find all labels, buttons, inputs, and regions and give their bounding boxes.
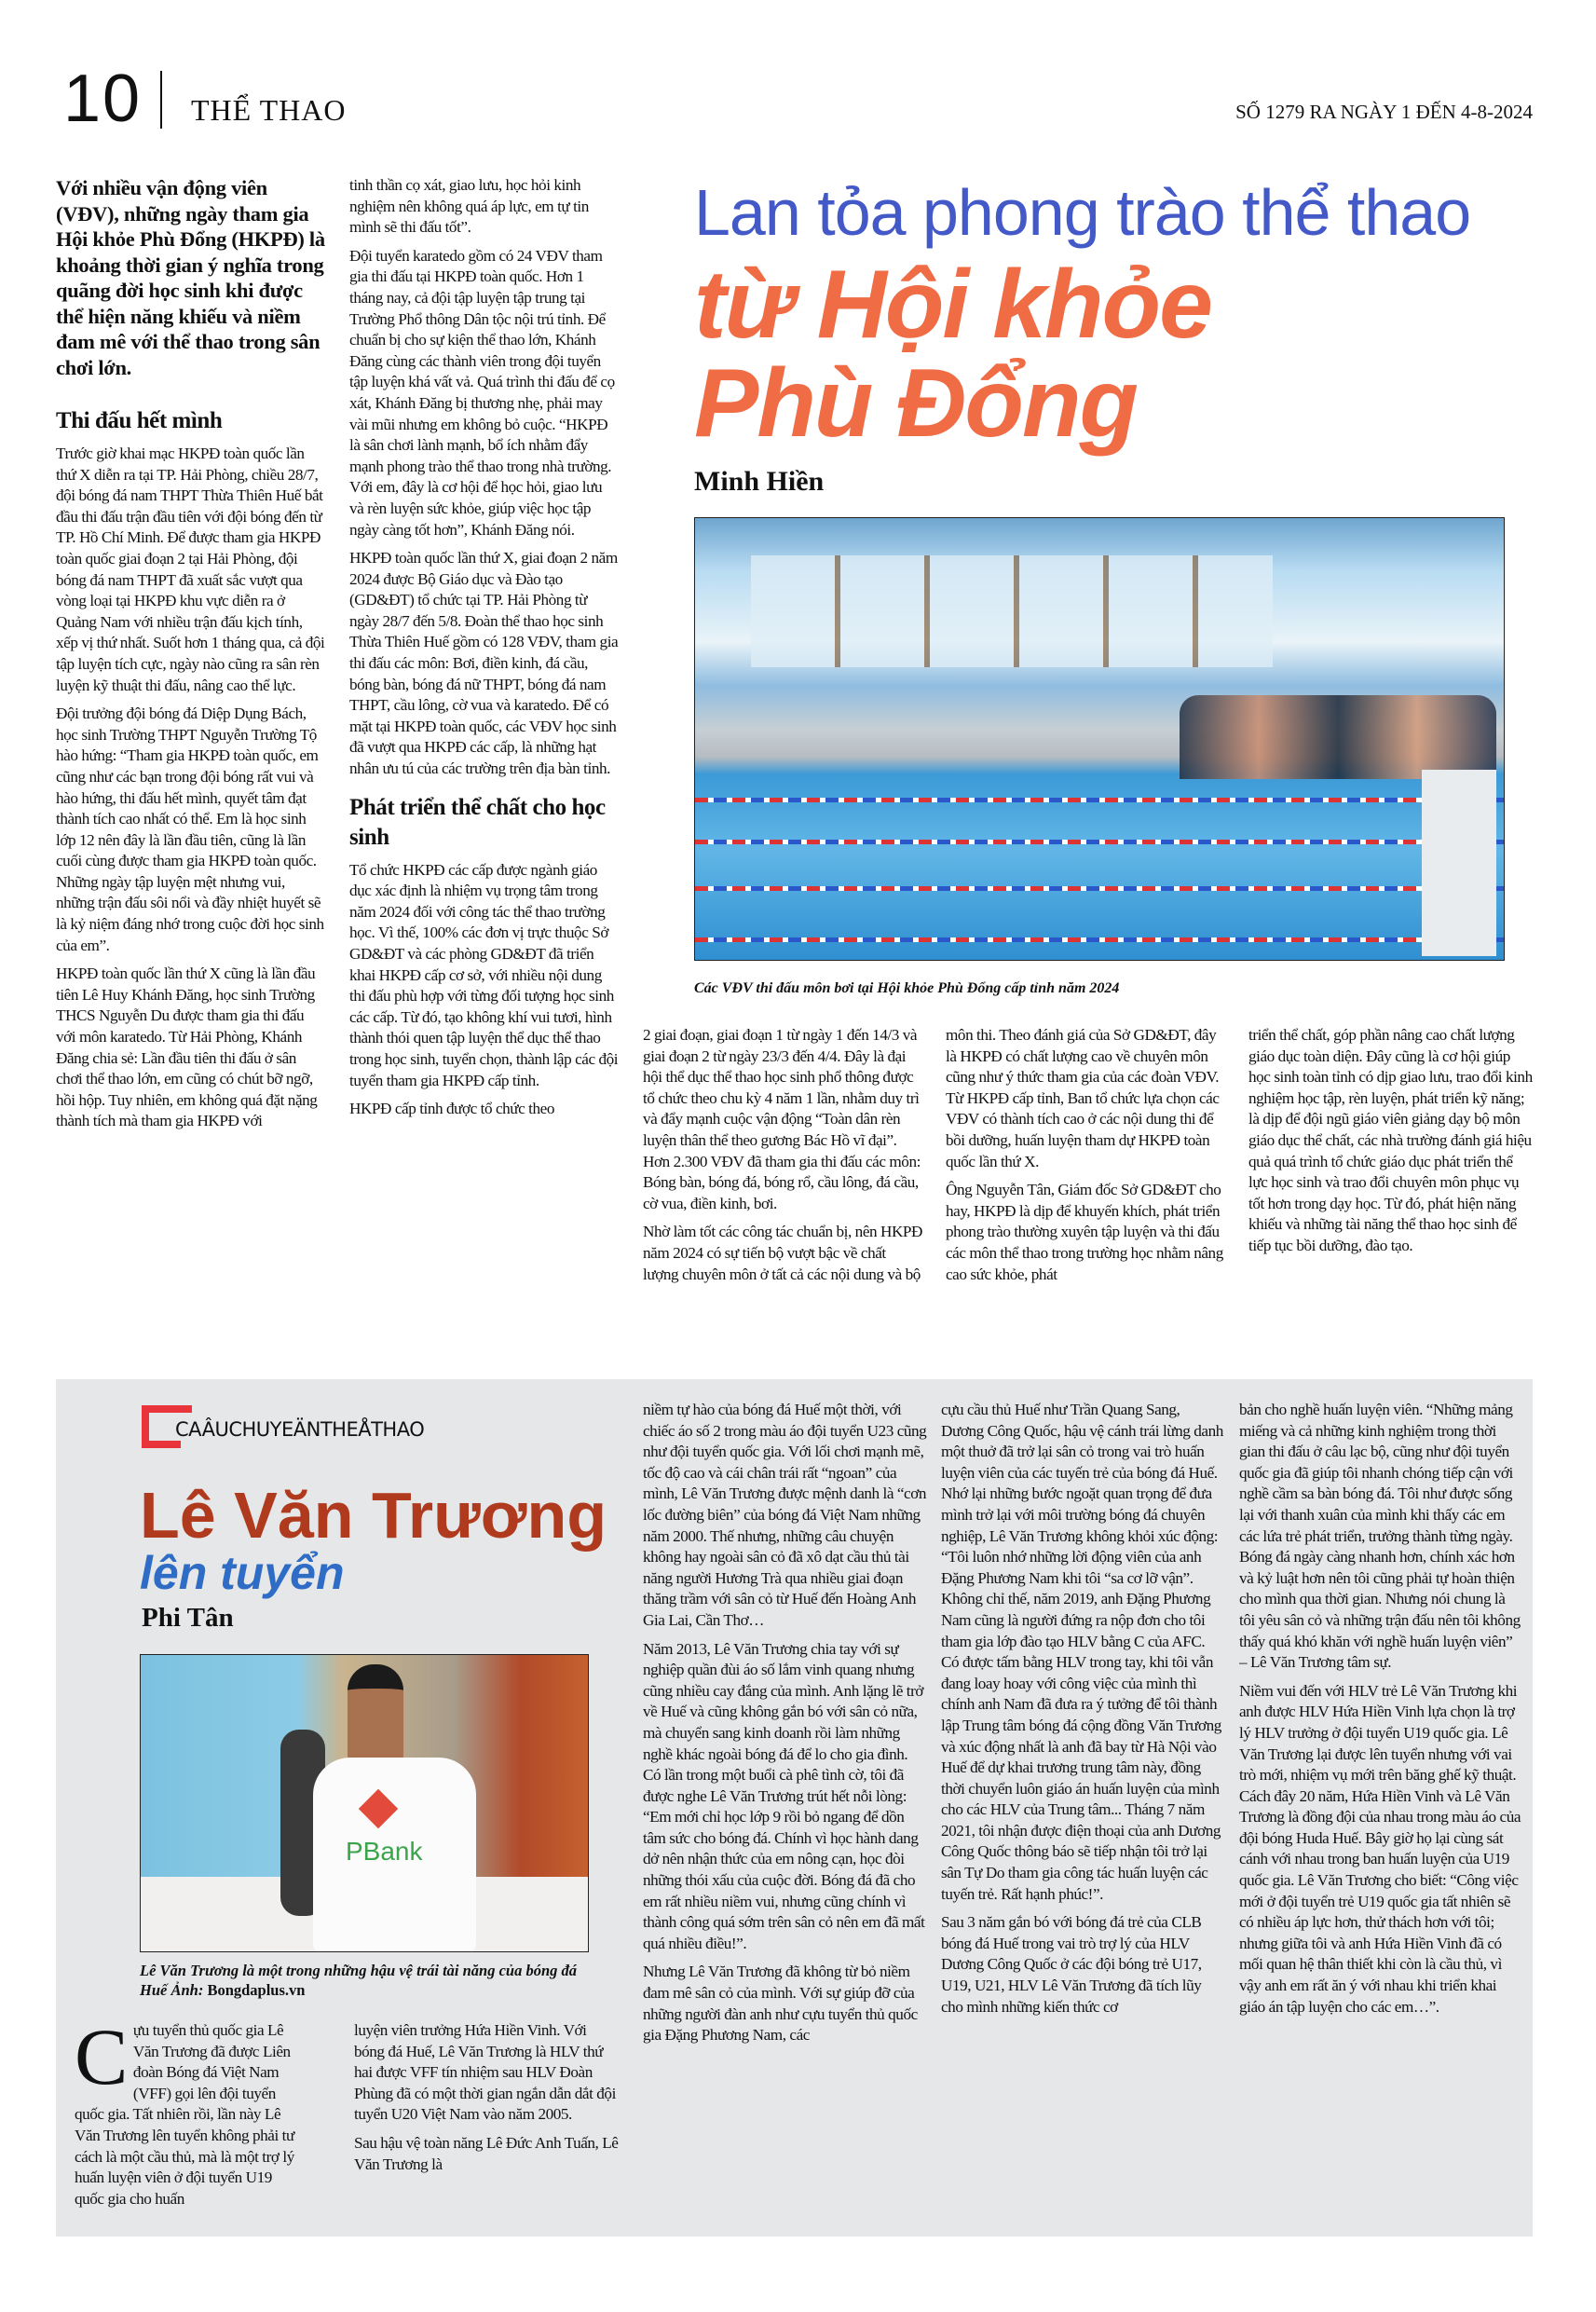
article2-title-line1: Lê Văn Trương: [140, 1479, 607, 1552]
issue-info: SỐ 1279 RA NGÀY 1 ĐẾN 4-8-2024: [1235, 101, 1533, 123]
paragraph: Đội trưởng đội bóng đá Diệp Dụng Bách, học sinh Trường THPT Nguyễn Trường Tộ hào hứng: “Tham gia HKPĐ toàn quốc, em cũng như các bạn trong đội bóng rất vui và hào hứng, thi đấu hết mình, quyết tâm đạt thành tích cao nhất có thể. Em là học sinh lớp 12 nên đây là lần đầu tiên, cũng là lần cuối cùng được tham gia HKPĐ toàn quốc. Những ngày tập luyện mệt nhưng vui, những trận đấu sôi nổi và đầy nhiệt huyết sẽ là kỷ niệm đáng nhớ trong cuộc đời học sinh của em”.: [56, 705, 324, 954]
article2-photo-caption: [140, 1961, 578, 2000]
article2-column-2: [354, 2020, 620, 2235]
lane-rope: [695, 937, 1504, 942]
paragraph: HKPĐ cấp tỉnh được tổ chức theo: [349, 1100, 554, 1118]
article1-author: Minh Hiền: [694, 466, 825, 497]
paragraph: bản cho nghề huấn luyện viên. “Những mảng miếng và cả những kinh nghiệm trong thời gian thi đấu ở câu lạc bộ, cũng như đội tuyển quốc gia đã giúp tôi nhanh chóng tiếp cận với nghề cầm sa bàn bóng đá. Tôi như được sống lại với thanh xuân của mình khi thấy các em các lứa trẻ phát triển, trưởng thành từng ngày. Bóng đá ngày càng nhanh hơn, chính xác hơn và kỷ luật hơn nên tôi cũng phải tự hoàn thiện cho mình qua thời gian. Nhưng nói chung là tôi yêu sân cỏ và những trận đấu nên tôi không thấy quá khó khăn với nghề huấn luyện viên” – Lê Văn Trương tâm sự.: [1239, 1401, 1521, 1672]
paragraph: Nhưng Lê Văn Trương đã không từ bỏ niềm đam mê sân cỏ của mình. Với sự giúp đỡ của những người đàn anh như cựu tuyển thủ quốc gia Đặng Phương Nam, các: [643, 1963, 918, 2045]
paragraph: môn thi. Theo đánh giá của Sở GD&ĐT, đây là HKPĐ có chất lượng cao về chuyên môn cũng như ý thức tham gia của các đoàn VĐV. Từ HKPĐ cấp tỉnh, Ban tổ chức lựa chọn các VĐV có thành tích cao ở các nội dung thi để bồi dưỡng, huấn luyện tham dự HKPĐ toàn quốc lần thứ X.: [946, 1026, 1220, 1170]
swimming-pool-photo: [694, 517, 1505, 961]
paragraph: Trước giờ khai mạc HKPĐ toàn quốc lần thứ X diễn ra tại TP. Hải Phòng, chiều 28/7, đội bóng đá nam THPT Thừa Thiên Huế bắt đầu thi đấu trận đầu tiên với đội bóng đến từ TP. Hồ Chí Minh. Để được tham gia HKPĐ toàn quốc giai đoạn 2 tại Hải Phòng, đội bóng đá nam THPT đã xuất sắc vượt qua vòng loại tại HKPĐ khu vực diễn ra ở Quảng Nam với nhiều trận đấu kịch tính, xếp vị thứ nhất. Suốt hơn 1 tháng qua, cả đội tập luyện tích cực, ngày nào cũng ra sân rèn luyện kỹ thuật thi đấu, nâng cao thể lực.: [56, 445, 325, 694]
article2-kicker: CAÂUCHUYEÄNTHEÅTHAO: [175, 1418, 425, 1441]
page-number: 10: [63, 62, 143, 136]
paragraph: niềm tự hào của bóng đá Huế một thời, với chiếc áo số 2 trong màu áo đội tuyển U23 cũng như đội tuyển quốc gia. Với lối chơi mạnh mẽ, tốc độ cao và cái chân trái rất “ngoan” của mình, Lê Văn Trương được mệnh danh là “cơn lốc đường biên” của bóng đá Việt Nam những năm 2000. Thế nhưng, những câu chuyện không hay ngoài sân cỏ đã xô dạt cầu thủ tài năng người Hương Trà qua nhiều giai đoạn thăng trầm với sân cỏ từ Huế đến Hoàng Anh Gia Lai, Cần Thơ…: [643, 1401, 927, 1629]
article1-lead: Với nhiều vận động viên (VĐV), những ngày tham gia Hội khỏe Phù Đổng (HKPĐ) là khoảng thời gian ý nghĩa trong quãng đời học sinh khi được thể hiện năng khiếu và niềm đam mê với thể thao trong sân chơi lớn.: [56, 176, 325, 379]
drop-cap: C: [75, 2020, 128, 2101]
jersey-sponsor: PBank: [346, 1837, 423, 1866]
paragraph: HKPĐ toàn quốc lần thứ X, giai đoạn 2 năm 2024 được Bộ Giáo dục và Đào tạo (GD&ĐT) tổ chức tại TP. Hải Phòng từ ngày 28/7 đến 5/8. Đoàn thể thao học sinh Thừa Thiên Huế gồm có 128 VĐV, tham gia thi đấu các môn: Bơi, điền kinh, đá cầu, bóng bàn, bóng đá nữ THPT, bóng đá nam THPT, cầu lông, cờ vua và karatedo. Để có mặt tại HKPĐ toàn quốc, các VĐV học sinh đã vượt qua HKPĐ các cấp, là những hạt nhân ưu tú của các trường trên địa bàn tỉnh.: [349, 549, 619, 778]
paragraph: Ông Nguyễn Tân, Giám đốc Sở GD&ĐT cho hay, HKPĐ là dịp để khuyến khích, phát triển phong trào thường xuyên tập luyện và thi đấu các môn thể thao trong trường học nhằm nâng cao sức khỏe, phát: [946, 1181, 1223, 1283]
article2-column-4: [941, 1400, 1225, 2234]
article1-title-line3: Phù Đổng: [694, 349, 1138, 458]
paragraph: Niềm vui đến với HLV trẻ Lê Văn Trương khi anh được HLV Hứa Hiền Vinh lựa chọn là trợ lý HLV trưởng ở đội tuyển U19 quốc gia. Lê Văn Trương lại được lên tuyển nhưng với vai trò mới, nhiệm vụ mới trên băng ghế kỹ thuật. Cách đây 20 năm, Hứa Hiền Vinh và Lê Văn Trương là đồng đội của nhau trong màu áo của đội bóng Huda Huế. Bây giờ họ lại cùng sát cánh với nhau trong ban huấn luyện của U19 quốc gia. Lê Văn Trương cho biết: “Công việc mới ở đội tuyển trẻ U19 quốc gia tất nhiên sẽ có nhiều áp lực hơn, thử thách hơn với tôi; nhưng giữa tôi và anh Hứa Hiền Vinh đã có mối quan hệ thân thiết khi còn là cầu thủ, vì vậy anh em rất ăn ý với nhau khi triển khai giáo án tập luyện cho các em…”.: [1239, 1681, 1521, 2016]
article2-author: Phi Tân: [142, 1603, 234, 1633]
article1-column-4: [946, 1025, 1230, 1362]
paragraph: Tổ chức HKPĐ các cấp được ngành giáo dục xác định là nhiệm vụ trọng tâm trong năm 2024 đối với công tác thể thao trường học. Vì thế, 100% các đơn vị trực thuộc Sở GD&ĐT và các phòng GD&ĐT đã triển khai HKPĐ cấp cơ sở, với nhiều nội dung thi đấu phù hợp với từng đối tượng học sinh các cấp. Từ đó, tạo không khí vui tươi, hình thành thói quen tập luyện thể dục thể thao trong học sinh, tuyển chọn, thành lập các đội tuyển tham gia HKPĐ cấp tỉnh.: [349, 860, 619, 1089]
football-player-photo: [140, 1654, 589, 1952]
sponsor-logo-icon: [359, 1789, 398, 1828]
article1-title-line2: từ Hội khỏe: [694, 251, 1211, 359]
caption-text: Lê Văn Trương là một trong những hậu vệ trái tài năng của bóng đá Huế Ảnh:: [140, 1962, 578, 1999]
article2-column-1: [75, 2020, 303, 2235]
lane-rope: [695, 798, 1504, 802]
section-title: THỂ THAO: [191, 93, 347, 127]
paragraph: Năm 2013, Lê Văn Trương chia tay với sự nghiệp quần đùi áo số lắm vinh quang nhưng cũng nhiều cay đắng của mình. Anh lặng lẽ trở về Huế và cũng không gắn bó với sân cỏ nữa, mà chuyển sang kinh doanh rồi làm những nghề khác ngoài bóng đá để lo cho gia đình. Có lần trong một buổi cà phê tình cờ, tôi đã được nghe Lê Văn Trương trút hết nỗi lòng: “Em mới chỉ học lớp 9 rồi bỏ ngang để dồn tâm sức cho bóng đá. Chính vì học hành dang dở nên nhận thức của em nông cạn, học đòi những thói xấu của cuộc đời. Bóng đá đã cho em rất nhiều niềm vui, nhưng cũng chính vì thành công quá sớm trên sân cỏ nên em đã mất quá nhiều điều!”.: [643, 1639, 925, 1952]
paragraph: tinh thần cọ xát, giao lưu, học hỏi kinh nghiệm nên không quá áp lực, em tự tin mình sẽ thi đấu tốt”.: [349, 176, 589, 237]
paragraph: Đội tuyển karatedo gồm có 24 VĐV tham gia thi đấu tại HKPĐ toàn quốc. Hơn 1 tháng nay, cả đội tập luyện tập trung tại Trường Phổ thông Dân tộc nội trú tỉnh. Để chuẩn bị cho sự kiện thể thao lớn, Khánh Đăng cùng các thành viên trong đội tuyển tập luyện khá vất vả. Quá trình thi đấu để cọ xát, Khánh Đăng bị thương nhẹ, phải may vài mũi nhưng em không bỏ cuộc. “HKPĐ là sân chơi lành mạnh, bổ ích nhằm đẩy mạnh phong trào thể thao trong nhà trường. Với em, đây là cơ hội để học hỏi, giao lưu và rèn luyện sức khỏe, giúp việc học tập ngày càng tốt hơn”, Khánh Đăng nói.: [349, 246, 615, 539]
pool-windows: [751, 555, 1273, 667]
header-divider: [160, 71, 162, 129]
article1-column-3: [643, 1025, 922, 1362]
paragraph: luyện viên trưởng Hứa Hiền Vinh. Với bóng đá Huế, Lê Văn Trương là HLV thứ hai được VFF tín nhiệm sau HLV Đoàn Phùng đã có một thời gian ngắn dẫn dắt đội tuyển U20 Việt Nam vào năm 2005.: [354, 2021, 616, 2124]
paragraph: 2 giai đoạn, giai đoạn 1 từ ngày 1 đến 14/3 và giai đoạn 2 từ ngày 23/3 đến 4/4. Đây là đại hội thể dục thể thao học sinh phổ thông được tổ chức theo chu kỳ 4 năm 1 lần, nhằm duy trì và đẩy mạnh cuộc vận động “Toàn dân rèn luyện thân thể theo gương Bác Hồ vĩ đại”. Hơn 2.300 VĐV đã tham gia thi đấu các môn: Bóng bàn, bóng đá, bóng rổ, cầu lông, đá cầu, cờ vua, điền kinh, bơi.: [643, 1026, 921, 1212]
article1-subhead-1: Thi đấu hết mình: [56, 408, 223, 433]
lane-rope: [695, 886, 1504, 891]
paragraph: Nhờ làm tốt các công tác chuẩn bị, nên HKPĐ năm 2024 có sự tiến bộ vượt bậc về chất lượng chuyên môn ở tất cả các nội dung và bộ: [643, 1223, 922, 1283]
article1-subhead-2: Phát triển thể chất cho học sinh: [349, 794, 606, 850]
article1-title-line1: Lan tỏa phong trào thể thao: [694, 176, 1471, 249]
paragraph: HKPĐ toàn quốc lần thứ X cũng là lần đầu tiên Lê Huy Khánh Đăng, học sinh Trường THCS Nguyễn Du được tham gia thi đấu với môn karatedo. Từ Hải Phòng, Khánh Đăng chia sẻ: Lần đầu tiên thi đấu ở sân chơi thể thao lớn, em cũng có chút bỡ ngỡ, hồi hộp. Tuy nhiên, em không quá đặt nặng thành tích mà tham gia HKPĐ với: [56, 964, 318, 1130]
paragraph: Sau hậu vệ toàn năng Lê Đức Anh Tuấn, Lê Văn Trương là: [354, 2133, 619, 2173]
paragraph: ựu tuyển thủ quốc gia Lê Văn Trương đã được Liên đoàn Bóng đá Việt Nam (VFF) gọi lên đội tuyển quốc gia. Tất nhiên rồi, lần này Lê Văn Trương lên tuyển không phải tư cách là một cầu thủ, mà là một trợ lý huấn luyện viên ở đội tuyển U19 quốc gia cho huấn: [75, 2021, 294, 2208]
article2-column-3: [643, 1400, 927, 2234]
article1-column-2: [349, 175, 620, 1363]
lane-rope: [695, 840, 1504, 844]
starting-blocks: [1422, 770, 1496, 956]
swimmers: [1180, 695, 1496, 779]
paragraph: cựu cầu thủ Huế như Trần Quang Sang, Dương Công Quốc, hậu vệ cánh trái lừng danh một thuở đã trở lại sân cỏ trong vai trò huấn luyện viên của các tuyến trẻ của bóng đá Huế. Nhớ lại những bước ngoặt quan trọng để đưa mình trở lại với môi trường bóng đá chuyên nghiệp, Lê Văn Trương không khỏi xúc động: “Tôi luôn nhớ những lời động viên của anh Đặng Phương Nam khi tôi “sa cơ lỡ vận”. Không chỉ thế, năm 2019, anh Đặng Phương Nam cũng là người đứng ra nộp đơn cho tôi tham gia lớp đào tạo HLV bằng C của AFC. Có được tấm bằng HLV trong tay, khi tôi vẫn đang loay hoay với công việc của mình thì chính anh Nam đã đưa ra ý tưởng để tôi thành lập Trung tâm bóng đá cộng đồng Văn Trương và xúc động nhất là anh đã bay từ Hà Nội vào Huế để dự khai trương trung tâm này, đồng thời chuyển luôn giáo án huấn luyện của mình cho các HLV của Trung tâm... Tháng 7 năm 2021, tôi nhận được điện thoại của anh Dương Công Quốc thông báo sẽ tiếp nhận tôi trở lại sân Tự Do tham gia công tác huấn luyện các tuyến trẻ. Rất hạnh phúc!”.: [941, 1401, 1223, 1903]
article1-photo-caption: Các VĐV thi đấu môn bơi tại Hội khỏe Phù Đổng cấp tỉnh năm 2024: [694, 980, 1120, 996]
photo-credit: Bongdaplus.vn: [207, 1981, 306, 1999]
player-jersey: [313, 1758, 476, 1952]
paragraph: triển thể chất, góp phần nâng cao chất lượng giáo dục toàn diện. Đây cũng là cơ hội giúp học sinh toàn tỉnh có dịp giao lưu, trao đổi kinh nghiệm học tập, rèn luyện, phát triển kỹ năng; là dịp để đội ngũ giáo viên giảng dạy bộ môn giáo dục thể chất, các nhà trường đánh giá hiệu quả quá trình tổ chức giáo dục phát triển thể lực học sinh và trao đổi chuyên môn phục vụ tốt hơn trong dạy học. Từ đó, phát hiện năng khiếu và những tài năng thể thao học sinh để tiếp tục bồi dưỡng, đào tạo.: [1248, 1026, 1533, 1254]
article2-title-line2: lên tuyển: [140, 1547, 345, 1599]
article1-column-1: [56, 175, 326, 1363]
paragraph: Sau 3 năm gắn bó với bóng đá trẻ của CLB bóng đá Huế trong vai trò trợ lý của HLV Dương Công Quốc ở các đội bóng trẻ U17, U19, U21, HLV Lê Văn Trương đã tích lũy cho mình những kiến thức cơ: [941, 1913, 1202, 2016]
article2-column-5: [1239, 1400, 1523, 2234]
article1-column-5: [1248, 1025, 1533, 1362]
